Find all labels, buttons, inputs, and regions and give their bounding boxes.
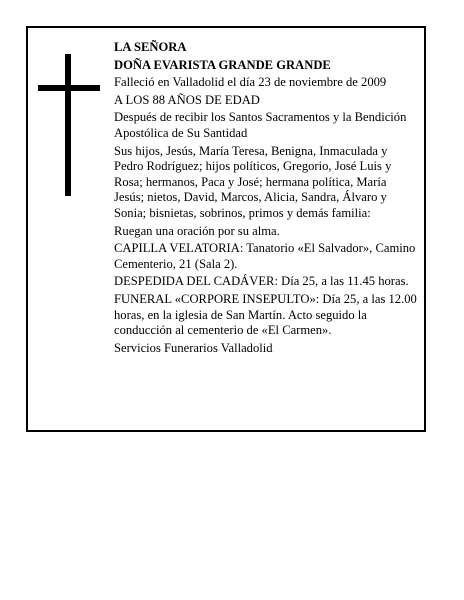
- funeral-info: FUNERAL «CORPORE INSEPULTO»: Día 25, a las 12.00 horas, en la iglesia de San Martín. Acto seguido la conducción al cementerio de «El Carmen».: [114, 291, 417, 338]
- death-statement: Falleció en Valladolid el día 23 de noviembre de 2009: [114, 75, 387, 90]
- deceased-name: DOÑA EVARISTA GRANDE GRANDE: [114, 57, 331, 72]
- title-line: LA SEÑORA: [114, 40, 187, 54]
- cross-horizontal-bar: [38, 85, 100, 91]
- chapel-info: CAPILLA VELATORIA: Tanatorio «El Salvador», Camino Cementerio, 21 (Sala 2).: [114, 241, 416, 271]
- family-list: Sus hijos, Jesús, María Teresa, Benigna, Inmaculada y Pedro Rodríguez; hijos políticos, Gregorio, José Luis y Rosa; hermanos, Paca y José; hermana política, María Jesús; nietos, David, Marcos, Alicia, Sandra, Álvaro y Sonia; bisnietas, sobrinos, primos y demás familia:: [114, 143, 392, 220]
- cross-icon: [38, 54, 100, 196]
- funeral-services: Servicios Funerarios Valladolid: [114, 340, 273, 355]
- cross-vertical-bar: [65, 54, 71, 196]
- sacraments-statement: Después de recibir los Santos Sacramentos y la Bendición Apostólica de Su Santidad: [114, 110, 407, 140]
- prayer-request: Ruegan una oración por su alma.: [114, 223, 280, 238]
- farewell-info: DESPEDIDA DEL CADÁVER: Día 25, a las 11.45 horas.: [114, 274, 409, 289]
- obituary-text: [114, 40, 418, 358]
- age-statement: A LOS 88 AÑOS DE EDAD: [114, 92, 260, 107]
